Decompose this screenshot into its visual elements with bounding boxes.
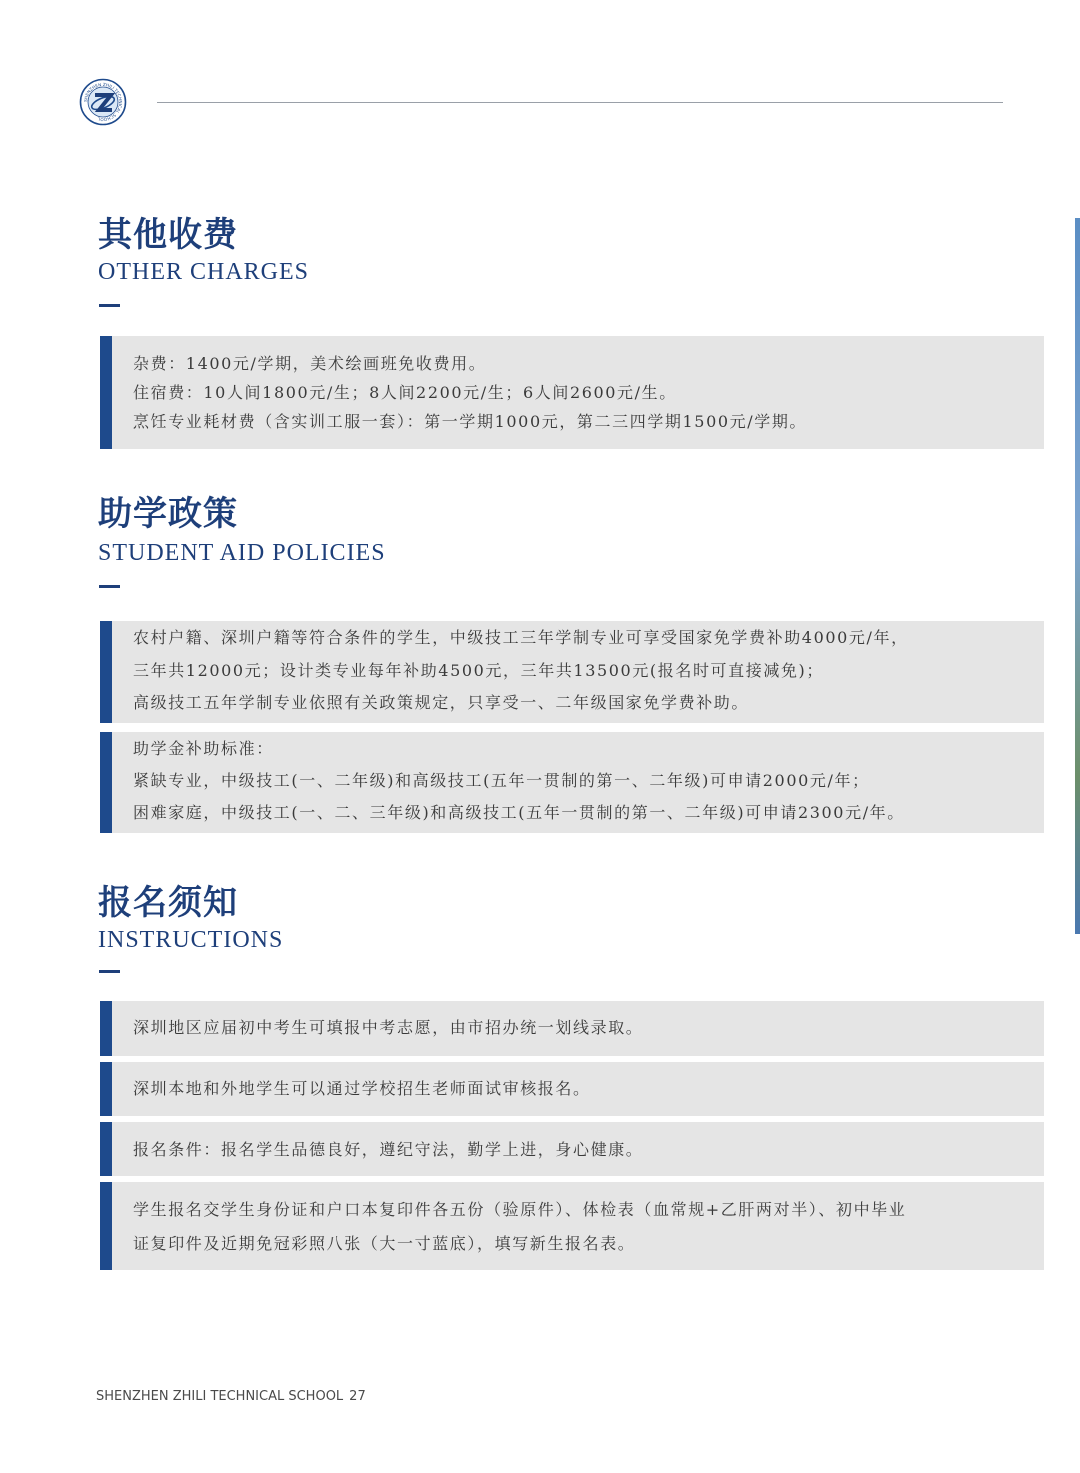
box-line: 高级技工五年学制专业依照有关政策规定，只享受一、二年级国家免学费补助。	[133, 693, 750, 712]
box-line: 深圳地区应届初中考生可填报中考志愿，由市招办统一划线录取。	[133, 1018, 644, 1037]
section-subtitle-instructions: INSTRUCTIONS	[98, 927, 284, 953]
header-rule	[157, 102, 1003, 103]
logo-ring-text: SHENZHEN ZHILI TECHNICAL SCHOOL	[82, 81, 124, 123]
edge-photo-strip	[1075, 218, 1080, 934]
box-line: 杂费：1400元/学期，美术绘画班免收费用。	[133, 354, 487, 373]
section-dash	[99, 585, 120, 588]
box-line: 深圳本地和外地学生可以通过学校招生老师面试审核报名。	[133, 1079, 591, 1098]
section-title-student-aid: 助学政策	[98, 494, 238, 534]
page-footer	[96, 1388, 366, 1406]
info-box-grant-standard	[100, 732, 1044, 833]
section-title-instructions: 报名须知	[98, 883, 238, 923]
info-box-instruction-1	[100, 1001, 1044, 1056]
section-dash	[99, 970, 120, 973]
box-line: 紧缺专业，中级技工(一、二年级)和高级技工(五年一贯制的第一、二年级)可申请2000元/年；	[133, 771, 870, 790]
box-line: 烹饪专业耗材费（含实训工服一套）：第一学期1000元，第二三四学期1500元/学期。	[133, 412, 808, 431]
box-line: 助学金补助标准：	[133, 739, 274, 758]
box-line: 学生报名交学生身份证和户口本复印件各五份（验原件）、体检表（血常规+乙肝两对半）、初中毕业	[133, 1200, 907, 1219]
info-box-instruction-3	[100, 1122, 1044, 1176]
box-line: 三年共12000元；设计类专业每年补助4500元，三年共13500元(报名时可直接减免)；	[133, 661, 825, 680]
box-line: 困难家庭，中级技工(一、二、三年级)和高级技工(五年一贯制的第一、二年级)可申请2300元/年。	[133, 803, 905, 822]
school-emblem-icon	[79, 78, 127, 126]
section-subtitle-student-aid: STUDENT AID POLICIES	[98, 540, 386, 566]
box-line: 证复印件及近期免冠彩照八张（大一寸蓝底），填写新生报名表。	[133, 1234, 636, 1253]
info-box-tuition-subsidy	[100, 621, 1044, 723]
school-logo	[79, 78, 127, 126]
section-dash	[99, 304, 120, 307]
section-title-other-charges: 其他收费	[98, 215, 238, 255]
box-line: 住宿费：10人间1800元/生；8人间2200元/生；6人间2600元/生。	[133, 383, 677, 402]
info-box-instruction-4	[100, 1182, 1044, 1270]
page-number: 27	[349, 1389, 366, 1404]
info-box-charges	[100, 336, 1044, 449]
box-line: 报名条件：报名学生品德良好，遵纪守法，勤学上进，身心健康。	[133, 1140, 644, 1159]
footer-school-name: SHENZHEN ZHILI TECHNICAL SCHOOL	[96, 1389, 344, 1404]
section-subtitle-other-charges: OTHER CHARGES	[98, 259, 310, 285]
box-line: 农村户籍、深圳户籍等符合条件的学生，中级技工三年学制专业可享受国家免学费补助4000元/年，	[133, 628, 909, 647]
info-box-instruction-2	[100, 1062, 1044, 1116]
